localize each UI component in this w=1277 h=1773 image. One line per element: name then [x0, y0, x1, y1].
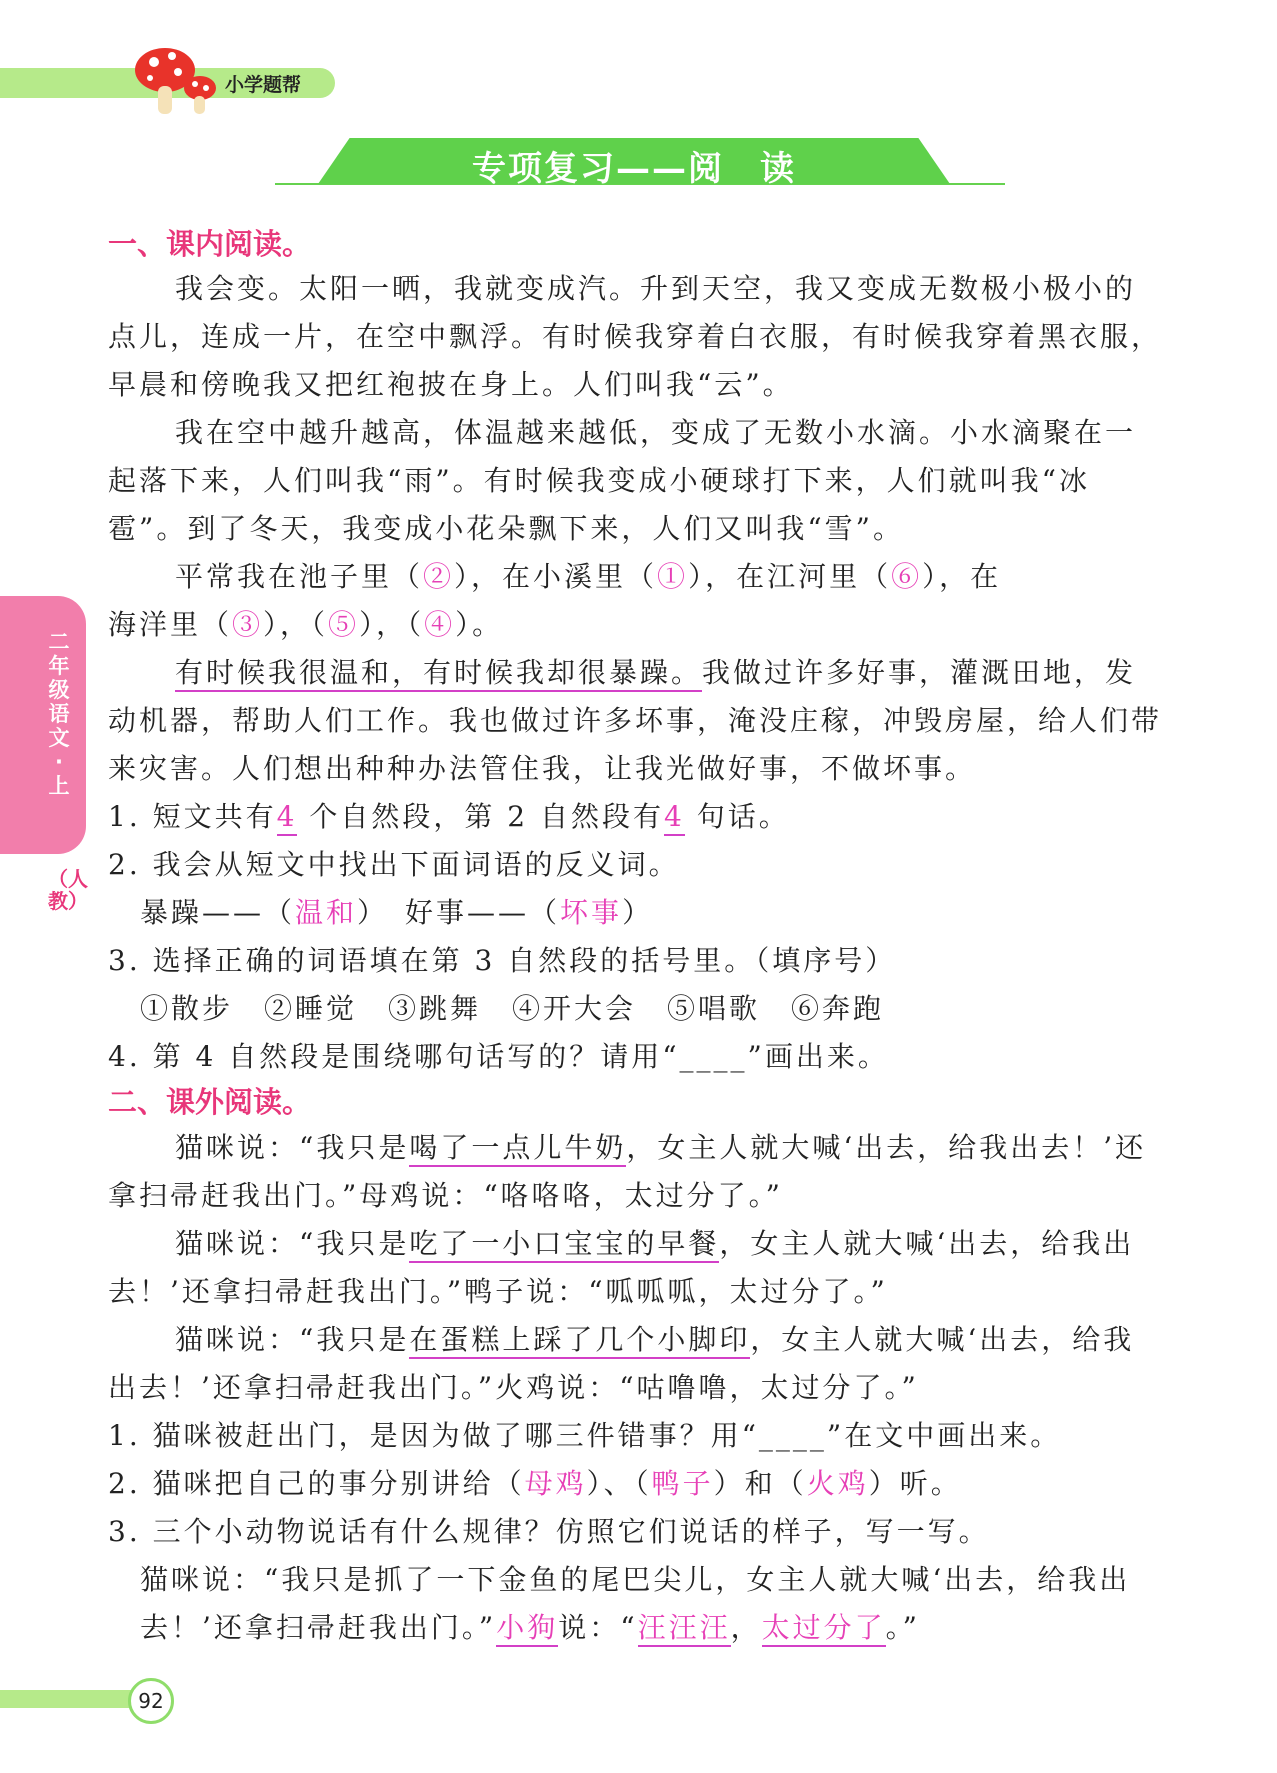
- answer-blank: 汪汪汪: [638, 1611, 731, 1647]
- paragraph-4-line-1: 有时候我很温和，有时候我却很暴躁。我做过许多好事，灌溉田地，发: [175, 651, 1136, 691]
- story-line: 猫咪说：“我只是喝了一点儿牛奶，女主人就大喊‘出去，给我出去！’还: [175, 1126, 1146, 1166]
- underlined-answer: 喝了一点儿牛奶: [409, 1131, 626, 1167]
- side-tab-label: 二年级语文·上: [48, 630, 70, 798]
- answer-blank: 太过分了: [762, 1611, 886, 1647]
- section-2-title: 二、课外阅读。: [108, 1085, 312, 1119]
- story-line: 出去！’还拿扫帚赶我出门。”火鸡说：“咕噜噜，太过分了。”: [108, 1371, 919, 1404]
- answer-blank: ④: [424, 608, 456, 641]
- passage-line: 我会变。太阳一晒，我就变成汽。升到天空，我又变成无数极小极小的: [175, 272, 1137, 305]
- answer-line: 去！’还拿扫帚赶我出门。”小狗说：“汪汪汪，太过分了。”: [140, 1606, 920, 1646]
- passage-line: 雹”。到了冬天，我变成小花朵飘下来，人们又叫我“雪”。: [108, 512, 904, 545]
- answer-blank: ⑤: [328, 608, 360, 641]
- answer-blank: 4: [277, 800, 298, 836]
- passage-line: 早晨和傍晚我又把红袍披在身上。人们叫我“云”。: [108, 368, 794, 401]
- answer-blank: ①: [657, 560, 689, 593]
- paragraph-3-line-1: 平常我在池子里（②），在小溪里（①），在江河里（⑥），在: [175, 560, 1002, 593]
- page-number: 92: [128, 1678, 174, 1724]
- section-2-question-2: 2. 猫咪把自己的事分别讲给（母鸡）、（鸭子）和（火鸡）听。: [108, 1467, 962, 1500]
- banner-title: 专项复习——阅 读: [472, 149, 796, 189]
- answer-blank: 母鸡: [524, 1467, 587, 1500]
- answer-blank: ⑥: [891, 560, 923, 593]
- answer-blank: 坏事: [560, 896, 623, 929]
- underlined-answer: 在蛋糕上踩了几个小脚印: [409, 1323, 750, 1359]
- passage-line: 我在空中越升越高，体温越来越低，变成了无数小水滴。小水滴聚在一: [175, 416, 1137, 449]
- side-edition-label: （人教）: [48, 867, 88, 913]
- passage-line: 来灾害。人们想出种种办法管住我，让我光做好事，不做坏事。: [108, 752, 977, 785]
- passage-line: 动机器，帮助人们工作。我也做过许多坏事，淹没庄稼，冲毁房屋，给人们带: [108, 704, 1163, 737]
- story-line: 去！’还拿扫帚赶我出门。”鸭子说：“呱呱呱，太过分了。”: [108, 1275, 888, 1308]
- section-1-title: 一、课内阅读。: [108, 227, 312, 261]
- answer-blank: ②: [423, 560, 455, 593]
- question-2-answers: 暴躁——（温和） 好事——（坏事）: [140, 896, 654, 929]
- answer-blank: 鸭子: [651, 1467, 714, 1500]
- question-1: 1. 短文共有4 个自然段，第 2 自然段有4 句话。: [108, 795, 790, 835]
- answer-blank: 温和: [295, 896, 358, 929]
- paragraph-3-line-2: 海洋里（③），（⑤），（④）。: [108, 608, 504, 641]
- question-4: 4. 第 4 自然段是围绕哪句话写的？请用“____”画出来。: [108, 1040, 889, 1073]
- section-2-question-3: 3. 三个小动物说话有什么规律？仿照它们说话的样子，写一写。: [108, 1515, 990, 1548]
- answer-blank: 4: [664, 800, 685, 836]
- story-line: 猫咪说：“我只是在蛋糕上踩了几个小脚印，女主人就大喊‘出去，给我: [175, 1318, 1134, 1358]
- underlined-answer: 吃了一小口宝宝的早餐: [409, 1227, 719, 1263]
- story-line: 猫咪说：“我只是吃了一小口宝宝的早餐，女主人就大喊‘出去，给我出: [175, 1222, 1134, 1262]
- answer-blank: 小狗: [496, 1611, 558, 1647]
- mushroom-icon: [130, 42, 230, 118]
- question-2: 2. 我会从短文中找出下面词语的反义词。: [108, 848, 680, 881]
- header-title: 小学题帮: [225, 74, 302, 96]
- question-3: 3. 选择正确的词语填在第 3 自然段的括号里。（填序号）: [108, 944, 897, 977]
- section-2-question-1: 1. 猫咪被赶出门，是因为做了哪三件错事？用“____”在文中画出来。: [108, 1419, 1062, 1452]
- answer-line: 猫咪说：“我只是抓了一下金鱼的尾巴尖儿，女主人就大喊‘出去，给我出: [140, 1563, 1131, 1596]
- passage-line: 点儿，连成一片，在空中飘浮。有时候我穿着白衣服，有时候我穿着黑衣服，: [108, 320, 1163, 353]
- story-line: 拿扫帚赶我出门。”母鸡说：“咯咯咯，太过分了。”: [108, 1179, 783, 1212]
- answer-blank: 火鸡: [806, 1467, 869, 1500]
- question-3-options: ①散步 ②睡觉 ③跳舞 ④开大会 ⑤唱歌 ⑥奔跑: [140, 992, 885, 1025]
- underlined-answer: 有时候我很温和，有时候我却很暴躁。: [175, 656, 702, 692]
- passage-line: 起落下来，人们叫我“雨”。有时候我变成小硬球打下来，人们就叫我“冰: [108, 464, 1090, 497]
- side-tab: [0, 596, 86, 854]
- answer-blank: ③: [232, 608, 264, 641]
